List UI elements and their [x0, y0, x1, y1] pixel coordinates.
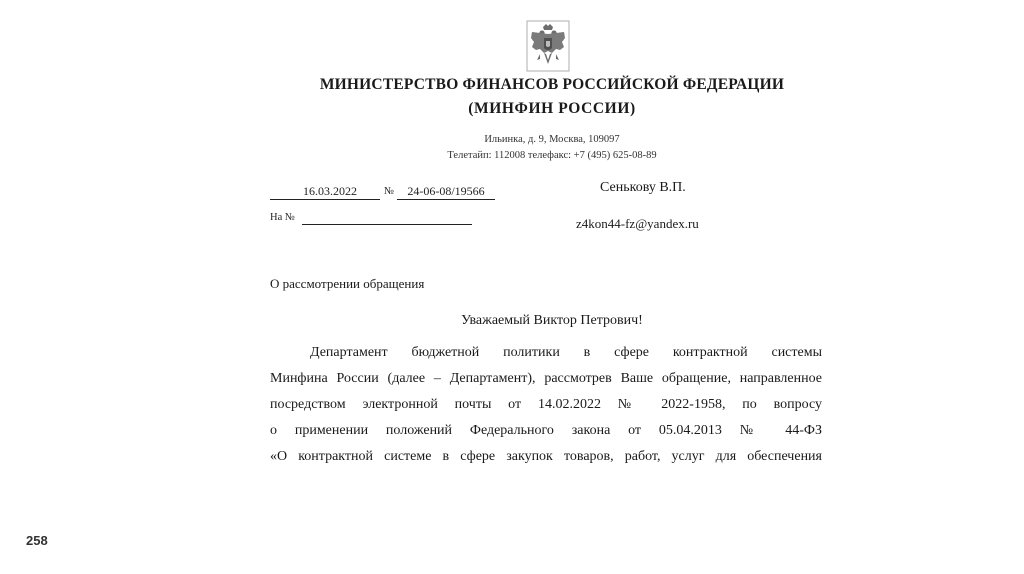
reference-number-label: На № [270, 212, 295, 223]
ministry-name: МИНИСТЕРСТВО ФИНАНСОВ РОССИЙСКОЙ ФЕДЕРАЦИИ [319, 76, 785, 93]
document-date: 16.03.2022 [270, 184, 380, 200]
recipient-name: Сенькову В.П. [600, 180, 686, 195]
letter-subject: О рассмотрении обращения [270, 276, 425, 291]
ministry-address: Ильинка, д. 9, Москва, 109097 [484, 134, 620, 145]
body-line: «О контрактной системе в сфере закупок товаров, работ, услуг для обеспечения [270, 449, 822, 464]
body-line: Минфина России (далее – Департамент), рассмотрев Ваше обращение, направленное [270, 371, 822, 386]
reference-number-blank [302, 224, 472, 225]
ministry-contacts: Телетайп: 112008 телефакс: +7 (495) 625-08-89 [447, 150, 657, 161]
page-number: 258 [26, 533, 48, 548]
document-number: 24-06-08/19566 [397, 184, 495, 200]
ministry-short-name: (МИНФИН РОССИИ) [468, 100, 636, 117]
number-sign: № [384, 186, 395, 197]
recipient-email: z4kon44-fz@yandex.ru [576, 216, 699, 231]
salutation: Уважаемый Виктор Петрович! [461, 313, 643, 328]
letter-body [270, 340, 822, 470]
body-line: о применении положений Федерального закона от 05.04.2013 № 44-ФЗ [270, 423, 822, 438]
body-line: Департамент бюджетной политики в сфере контрактной системы [310, 345, 822, 360]
body-line: посредством электронной почты от 14.02.2022 № 2022-1958, по вопросу [270, 397, 822, 412]
coat-of-arms-icon [526, 20, 570, 72]
